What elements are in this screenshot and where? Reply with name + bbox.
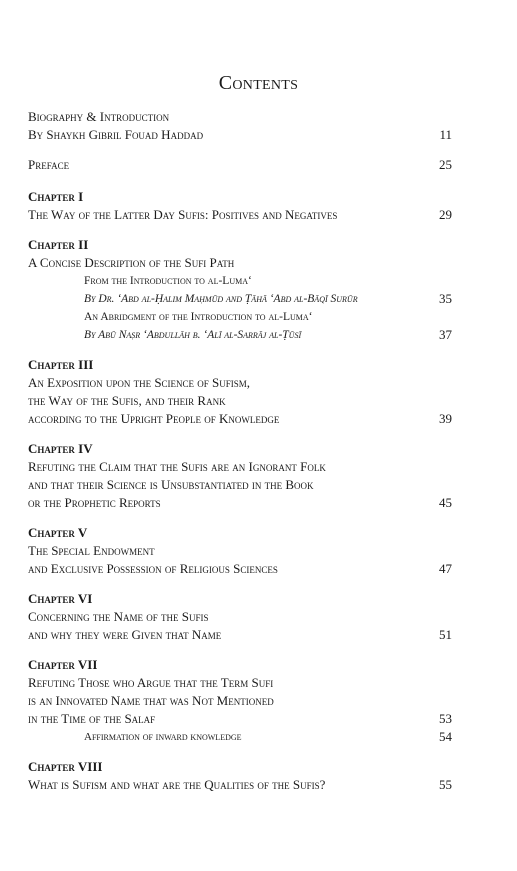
chapter-heading: Chapter V — [28, 525, 88, 540]
toc-line-text: in the Time of the Salaf — [28, 711, 156, 726]
toc-entry-chapter-4 — [28, 440, 452, 512]
toc-entry-chapter-7 — [28, 656, 452, 746]
toc-line[interactable] — [28, 374, 452, 392]
toc-line[interactable] — [28, 728, 452, 746]
toc-line[interactable] — [28, 206, 452, 224]
toc-line[interactable] — [28, 108, 452, 126]
toc-line[interactable] — [28, 692, 452, 710]
table-of-contents — [28, 108, 452, 806]
toc-line-text: The Way of the Latter Day Sufis: Positives and Negatives — [28, 207, 338, 222]
toc-line-text: Refuting Those who Argue that the Term Sufi — [28, 675, 274, 690]
toc-line-text: the Way of the Sufis, and their Rank — [28, 393, 226, 408]
toc-line[interactable] — [28, 674, 452, 692]
toc-entry-chapter-5 — [28, 524, 452, 578]
toc-line[interactable] — [28, 290, 452, 308]
toc-page-number: 51 — [439, 627, 452, 642]
toc-entry-chapter-8 — [28, 758, 452, 794]
toc-page-number: 39 — [439, 411, 452, 426]
toc-line[interactable] — [28, 542, 452, 560]
chapter-heading: Chapter VI — [28, 591, 93, 606]
chapter-heading: Chapter I — [28, 189, 84, 204]
toc-entry-chapter-3 — [28, 356, 452, 428]
toc-page-number: 54 — [439, 729, 452, 744]
toc-line[interactable] — [28, 272, 452, 290]
toc-line[interactable] — [28, 776, 452, 794]
toc-line-text: Refuting the Claim that the Sufis are an Ignorant Folk — [28, 459, 326, 474]
toc-line-text: From the Introduction to al-Luma‘ — [84, 275, 252, 287]
toc-line-text: A Concise Description of the Sufi Path — [28, 255, 235, 270]
toc-page-number: 25 — [439, 157, 452, 172]
toc-line-text: Affirmation of inward knowledge — [84, 731, 242, 743]
toc-page-number: 29 — [439, 207, 452, 222]
toc-entry-chapter-6 — [28, 590, 452, 644]
toc-line[interactable] — [28, 156, 452, 174]
toc-line-text: An Exposition upon the Science of Sufism, — [28, 375, 251, 390]
toc-page-number: 11 — [439, 127, 452, 142]
toc-line-text: or the Prophetic Reports — [28, 495, 161, 510]
toc-entry-biography — [28, 108, 452, 144]
chapter-heading: Chapter III — [28, 357, 94, 372]
toc-page-number: 55 — [439, 777, 452, 792]
toc-page-number: 53 — [439, 711, 452, 726]
toc-line[interactable] — [28, 494, 452, 512]
toc-line[interactable] — [28, 326, 452, 344]
toc-line[interactable] — [28, 710, 452, 728]
toc-line-text: and Exclusive Possession of Religious Sciences — [28, 561, 278, 576]
toc-page-number: 35 — [439, 291, 452, 306]
toc-line-text: and why they were Given that Name — [28, 627, 222, 642]
toc-line[interactable] — [28, 626, 452, 644]
toc-line-text: The Special Endowment — [28, 543, 155, 558]
toc-line-text: By Abū Naṣr ‘Abdullāh b. ‘Alī al-Sarrāj al-Ṭūsī — [84, 329, 302, 341]
toc-line[interactable] — [28, 608, 452, 626]
toc-line-text: By Shaykh Gibril Fouad Haddad — [28, 127, 204, 142]
chapter-heading: Chapter VIII — [28, 759, 103, 774]
toc-line-text: and that their Science is Unsubstantiated in the Book — [28, 477, 314, 492]
toc-line-text: Concerning the Name of the Sufis — [28, 609, 209, 624]
toc-line-text: By Dr. ‘Abd al-Ḥalim Maḥmūd and Ṭāhā ‘Abd al-Bāqī Surūr — [84, 293, 358, 305]
toc-line-text: is an Innovated Name that was Not Mentioned — [28, 693, 274, 708]
chapter-heading: Chapter IV — [28, 441, 93, 456]
toc-line[interactable] — [28, 458, 452, 476]
toc-line[interactable] — [28, 254, 452, 272]
toc-page-number: 45 — [439, 495, 452, 510]
toc-page-number: 37 — [439, 327, 452, 342]
chapter-heading: Chapter II — [28, 237, 89, 252]
toc-line-text: An Abridgment of the Introduction to al-Luma‘ — [84, 311, 313, 323]
toc-entry-chapter-2 — [28, 236, 452, 344]
chapter-heading: Chapter VII — [28, 657, 98, 672]
toc-entry-preface — [28, 156, 452, 174]
toc-line[interactable] — [28, 126, 452, 144]
toc-page-number: 47 — [439, 561, 452, 576]
toc-line[interactable] — [28, 560, 452, 578]
toc-line-text: What is Sufism and what are the Qualities of the Sufis? — [28, 777, 326, 792]
toc-line-text: Biography & Introduction — [28, 109, 170, 124]
toc-line-text: according to the Upright People of Knowledge — [28, 411, 280, 426]
toc-line[interactable] — [28, 392, 452, 410]
toc-line[interactable] — [28, 308, 452, 326]
page-title: Contents — [218, 72, 299, 94]
toc-entry-chapter-1 — [28, 188, 452, 224]
toc-line-text: Preface — [28, 157, 70, 172]
toc-line[interactable] — [28, 476, 452, 494]
toc-line[interactable] — [28, 410, 452, 428]
